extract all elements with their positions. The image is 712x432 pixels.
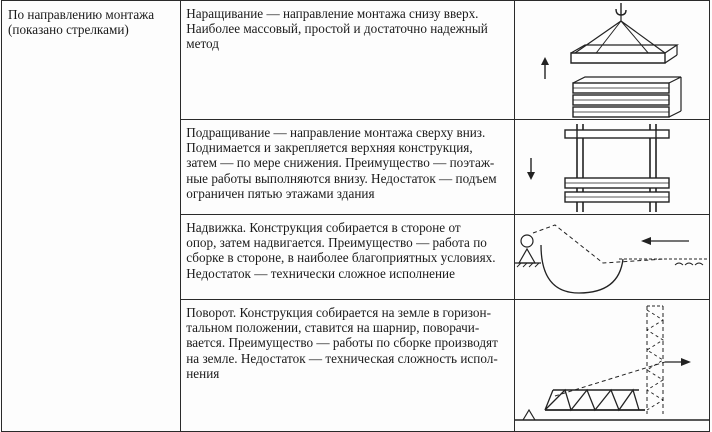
method-description-sliding: Надвижка. Конструкция собирается в стороне от опор, затем надвигается. Преимущество — работа по сборке в стороне, в наиболее благоприятных условиях. Недостаток — технически сложное исполнение [186,220,496,281]
method-description-stacking: Наращивание — направление монтажа снизу вверх. Наиболее массовый, простой и достаточно надежный метод [186,6,488,52]
description-cell [181,300,514,432]
figure-cell [514,120,709,215]
method-description-lifting: Подращивание — направление монтажа сверху вниз. Поднимается и закрепляется верхняя конструкция, затем — по мере снижения. Преимущество — поэтаж- ные работы выполняются внизу. Недостаток — подъем ограничен пятью этажами здания [186,125,497,201]
description-cell [181,1,514,120]
table-row [2,1,710,120]
category-label: По направлению монтажа (показано стрелками) [8,7,155,38]
category-cell [2,1,181,432]
description-cell [181,215,514,300]
figure-cell [514,215,709,300]
assembly-methods-table [1,0,710,432]
figure-cell [514,1,709,120]
description-cell [181,120,514,215]
lifting-down-diagram-icon [515,120,709,214]
sliding-diagram-icon [515,215,709,299]
rotation-diagram-icon [515,300,709,430]
method-description-rotation: Поворот. Конструкция собирается на земле в горизон- тальном положении, ставится на шарнир, поворачи- вается. Преимущество — работы по сборке производят на земле. Недостаток — техническая сложность испол- нения [186,305,498,381]
stacking-up-diagram-icon [515,1,709,119]
figure-cell [514,300,709,432]
